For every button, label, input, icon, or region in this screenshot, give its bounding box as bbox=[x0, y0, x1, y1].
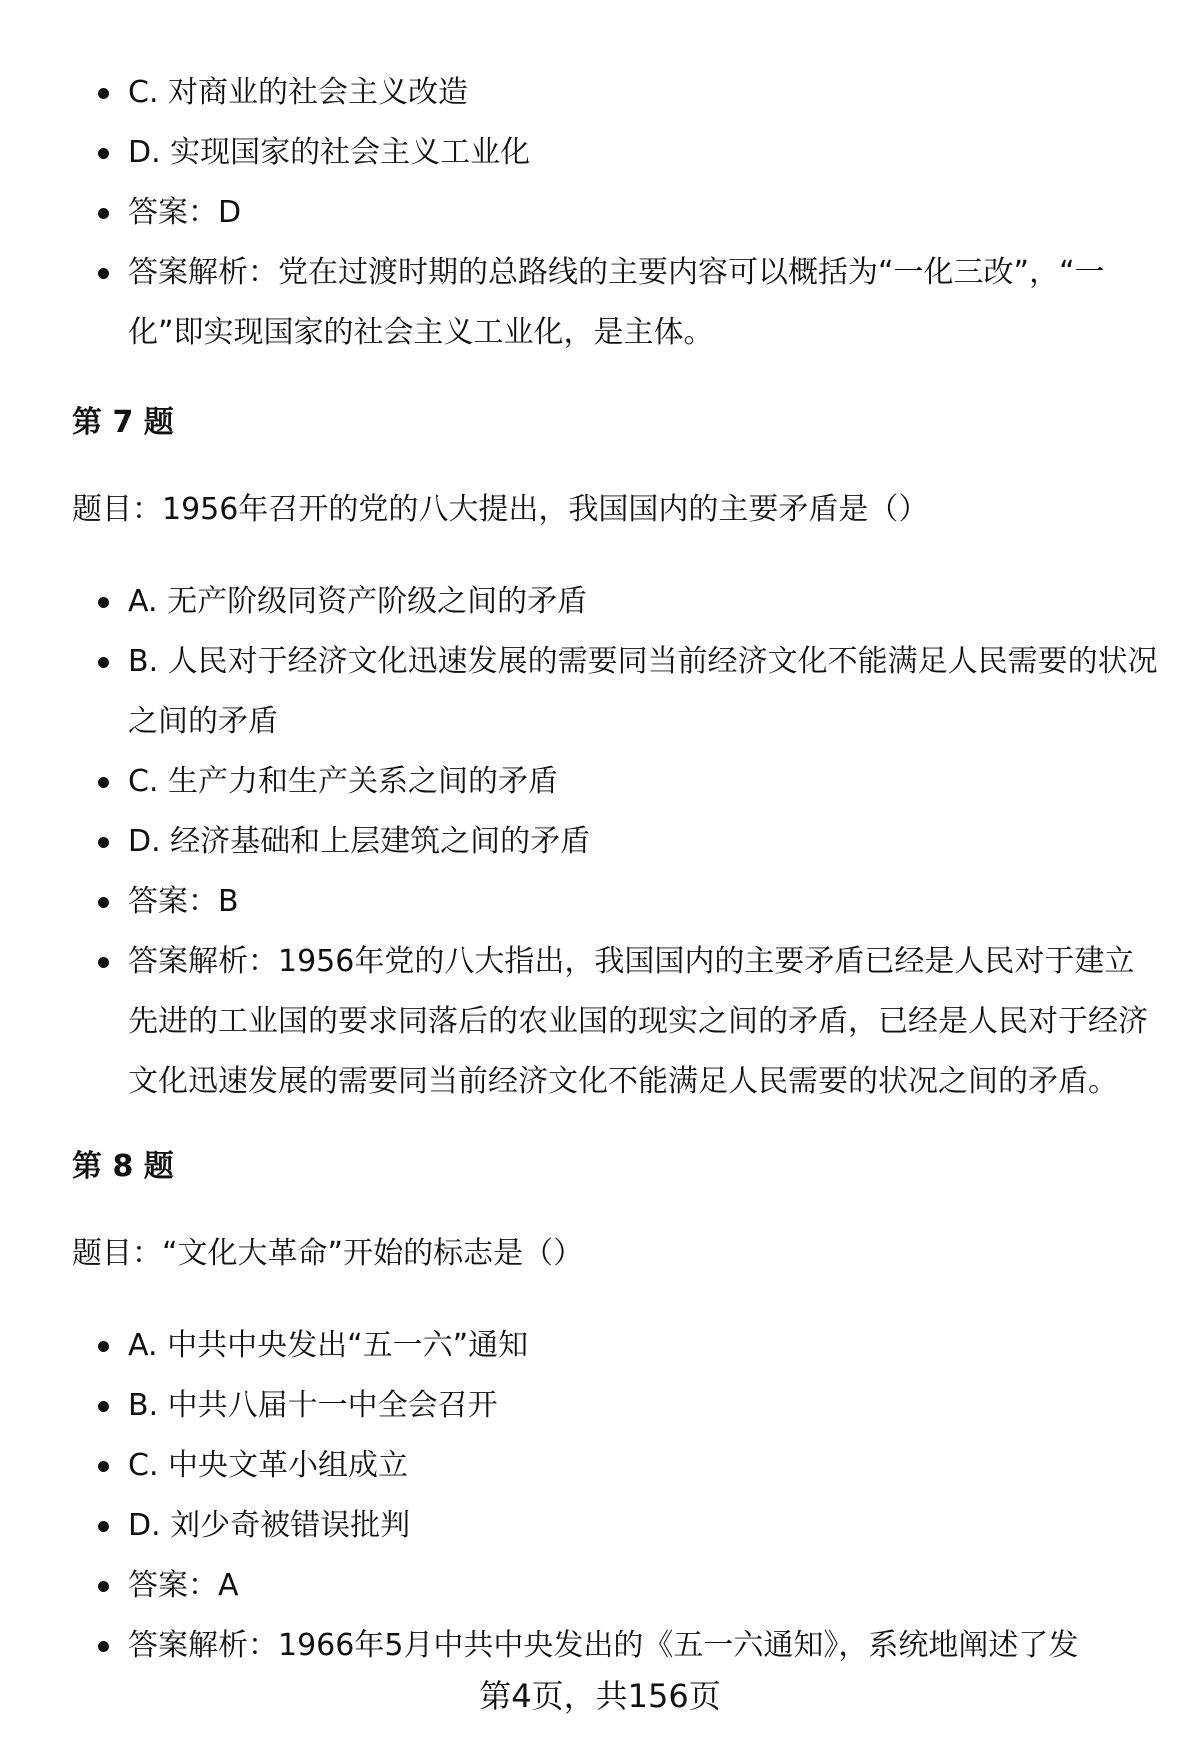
list-item: A. 中共中央发出“五一六”通知 bbox=[0, 1316, 1200, 1376]
q7-option-list bbox=[0, 572, 1200, 1112]
question-7-text: 题目：1956年召开的党的八大提出，我国国内的主要矛盾是（） bbox=[72, 492, 929, 527]
list-item: D. 实现国家的社会主义工业化 bbox=[0, 123, 1200, 183]
list-item: 答案：B bbox=[0, 872, 1200, 932]
list-item: 答案解析：1966年5月中共中央发出的《五一六通知》，系统地阐述了发 bbox=[0, 1616, 1200, 1676]
list-item: C. 中央文革小组成立 bbox=[0, 1436, 1200, 1496]
list-item: B. 中共八届十一中全会召开 bbox=[0, 1376, 1200, 1436]
question-8-text: 题目：“文化大革命”开始的标志是（） bbox=[72, 1236, 584, 1271]
list-item: C. 生产力和生产关系之间的矛盾 bbox=[0, 752, 1200, 812]
list-item: 答案：A bbox=[0, 1556, 1200, 1616]
q8-option-list bbox=[0, 1316, 1200, 1676]
question-7-heading: 第 7 题 bbox=[72, 405, 174, 440]
list-item: D. 刘少奇被错误批判 bbox=[0, 1496, 1200, 1556]
list-item: 答案解析：党在过渡时期的总路线的主要内容可以概括为“一化三改”，“一化”即实现国家的社会主义工业化，是主体。 bbox=[0, 243, 1200, 363]
list-item: A. 无产阶级同资产阶级之间的矛盾 bbox=[0, 572, 1200, 632]
list-item: D. 经济基础和上层建筑之间的矛盾 bbox=[0, 812, 1200, 872]
list-item: B. 人民对于经济文化迅速发展的需要同当前经济文化不能满足人民需要的状况之间的矛盾 bbox=[0, 632, 1200, 752]
question-8-heading: 第 8 题 bbox=[72, 1149, 174, 1184]
list-item: C. 对商业的社会主义改造 bbox=[0, 63, 1200, 123]
q6-option-list bbox=[0, 63, 1200, 363]
list-item: 答案解析：1956年党的八大指出，我国国内的主要矛盾已经是人民对于建立先进的工业国的要求同落后的农业国的现实之间的矛盾，已经是人民对于经济文化迅速发展的需要同当前经济文化不能满足人民需要的状况之间的矛盾。 bbox=[0, 932, 1200, 1112]
list-item: 答案：D bbox=[0, 183, 1200, 243]
page-number-footer: 第4页，共156页 bbox=[479, 1677, 721, 1715]
